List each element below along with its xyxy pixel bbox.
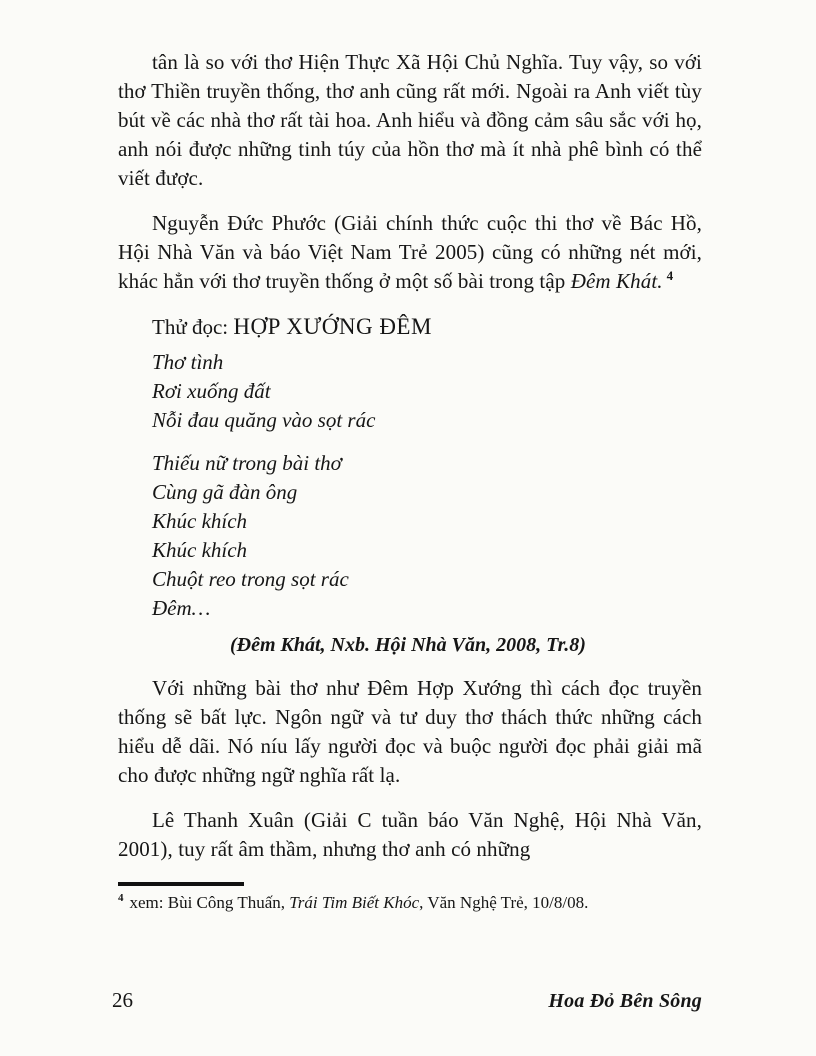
poem-line: Thiếu nữ trong bài thơ [152,451,342,475]
poem-line: Chuột reo trong sọt rác [152,567,349,591]
footnote-text-tail: , Văn Nghệ Trẻ, 10/8/08. [419,893,589,912]
page-footer [112,988,702,1013]
poem-stanza-2 [152,449,702,623]
poem-intro-line [118,312,702,342]
paragraph-4: Lê Thanh Xuân (Giải C tuần báo Văn Nghệ, Hội Nhà Văn, 2001), tuy rất âm thầm, nhưng thơ anh có những [118,808,702,861]
poem-line: Thơ tình [152,350,224,374]
page-text-block [118,48,702,914]
poem-line: Cùng gã đàn ông [152,480,298,504]
poem-line: Khúc khích [152,509,248,533]
poem-intro-prefix: Thử đọc: [152,315,234,339]
poem-line: Khúc khích [152,538,248,562]
paragraph-1: tân là so với thơ Hiện Thực Xã Hội Chủ Nghĩa. Tuy vậy, so với thơ Thiền truyền thống, thơ anh cũng rất mới. Ngoài ra Anh viết tùy bút về các nhà thơ rất tài hoa. Anh hiểu và đồng cảm sâu sắc với họ, anh nói được những tinh túy của hồn thơ mà ít nhà phê bình có thể viết được. [118,50,702,190]
footnote-divider [118,882,244,886]
paragraph-3: Với những bài thơ như Đêm Hợp Xướng thì cách đọc truyền thống sẽ bất lực. Ngôn ngữ và tư duy thơ thách thức những cách hiểu dễ dãi. Nó níu lấy người đọc và buộc người đọc phải giải mã cho được những ngữ nghĩa rất lạ. [118,676,702,787]
poem-source-citation: (Đêm Khát, Nxb. Hội Nhà Văn, 2008, Tr.8) [230,634,586,656]
running-book-title: Hoa Đỏ Bên Sông [548,990,702,1012]
footnote-work-title: Trái Tim Biết Khóc [289,893,420,912]
poem-stanza-1 [152,348,702,435]
footnote [118,892,702,914]
footnote-text: xem: Bùi Công Thuấn, [129,893,290,912]
footnote-marker: 4 [118,892,124,905]
paragraph-2-text: Nguyễn Đức Phước (Giải chính thức cuộc thi thơ về Bác Hồ, Hội Nhà Văn và báo Việt Nam Trẻ 2005) cũng có những nét mới, khác hẳn với thơ truyền thống ở một số bài trong tập [118,211,702,293]
poem-line: Đêm… [152,596,211,620]
poem-title: HỢP XƯỚNG ĐÊM [233,314,432,339]
paragraph-2 [118,209,702,296]
book-title-inline: Đêm Khát. [570,269,663,293]
poem-line: Nỗi đau quăng vào sọt rác [152,408,376,432]
footnote-reference: 4 [666,268,674,283]
poem-line: Rơi xuống đất [152,379,271,403]
page-number: 26 [112,988,133,1012]
